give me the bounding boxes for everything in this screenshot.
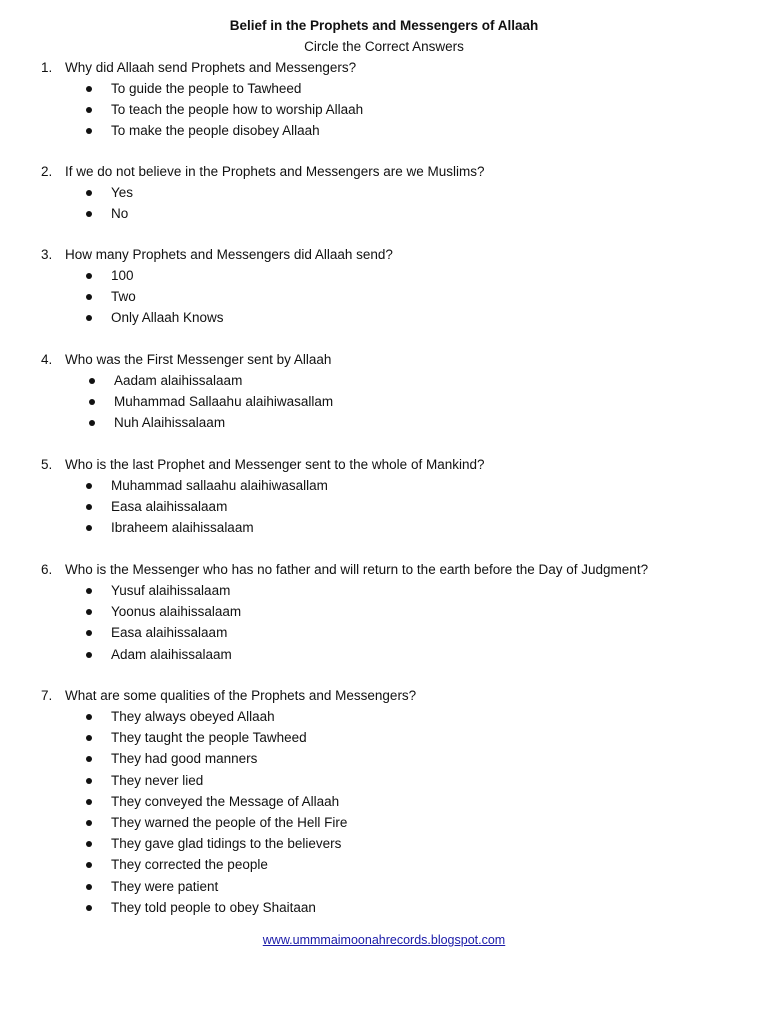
bullet-icon <box>86 525 92 531</box>
answer-option[interactable] <box>0 855 768 875</box>
bullet-icon <box>86 128 92 134</box>
answer-option[interactable] <box>0 518 768 538</box>
bullet-icon <box>86 862 92 868</box>
bullet-icon <box>86 756 92 762</box>
bullet-icon <box>86 483 92 489</box>
question-text: Who is the last Prophet and Messenger sent to the whole of Mankind? <box>65 457 485 472</box>
answer-option-label: To make the people disobey Allaah <box>111 123 320 138</box>
answer-option-label: They taught the people Tawheed <box>111 730 307 745</box>
bullet-icon <box>86 820 92 826</box>
question-text: Why did Allaah send Prophets and Messengers? <box>65 60 357 75</box>
bullet-icon <box>86 884 92 890</box>
answer-option[interactable] <box>0 771 768 791</box>
bullet-icon <box>86 630 92 636</box>
bullet-icon <box>86 735 92 741</box>
bullet-icon <box>89 420 95 426</box>
answer-option[interactable] <box>0 497 768 517</box>
answer-option[interactable] <box>0 602 768 622</box>
answer-option[interactable] <box>0 183 768 203</box>
bullet-icon <box>86 273 92 279</box>
bullet-icon <box>86 714 92 720</box>
answer-option[interactable] <box>0 204 768 224</box>
answer-option[interactable] <box>0 834 768 854</box>
question-number: 2. <box>41 164 53 179</box>
answer-option[interactable] <box>0 813 768 833</box>
answer-option[interactable] <box>0 121 768 141</box>
question-number: 4. <box>41 352 53 367</box>
answer-option-label: Muhammad sallaahu alaihiwasallam <box>111 478 328 493</box>
bullet-icon <box>86 107 92 113</box>
bullet-icon <box>86 652 92 658</box>
answer-option[interactable] <box>0 645 768 665</box>
answer-option[interactable] <box>0 100 768 120</box>
answer-option-label: Two <box>111 289 136 304</box>
bullet-icon <box>86 504 92 510</box>
answer-option[interactable] <box>0 476 768 496</box>
answer-option-label: Easa alaihissalaam <box>111 625 228 640</box>
answer-option-label: They warned the people of the Hell Fire <box>111 815 348 830</box>
answer-option-label: 100 <box>111 268 134 283</box>
page-subtitle: Circle the Correct Answers <box>304 39 464 54</box>
question-text: Who is the Messenger who has no father and will return to the earth before the Day of Judgment? <box>65 562 649 577</box>
answer-option-label: They conveyed the Message of Allaah <box>111 794 340 809</box>
answer-option[interactable] <box>0 392 768 412</box>
answer-option[interactable] <box>0 287 768 307</box>
bullet-icon <box>86 799 92 805</box>
answer-option-label: They were patient <box>111 879 219 894</box>
question-number: 6. <box>41 562 53 577</box>
answer-option-label: They always obeyed Allaah <box>111 709 275 724</box>
bullet-icon <box>86 294 92 300</box>
answer-option-label: Yes <box>111 185 134 200</box>
answer-option-label: They never lied <box>111 773 204 788</box>
bullet-icon <box>86 588 92 594</box>
page-title: Belief in the Prophets and Messengers of Allaah <box>229 18 539 33</box>
question-text: Who was the First Messenger sent by Allaah <box>65 352 332 367</box>
answer-option-label: They had good manners <box>111 751 258 766</box>
question-text: How many Prophets and Messengers did Allaah send? <box>65 247 393 262</box>
footer-link[interactable]: www.ummmaimoonahrecords.blogspot.com <box>262 933 506 947</box>
answer-option-label: No <box>111 206 129 221</box>
bullet-icon <box>86 841 92 847</box>
question-text: What are some qualities of the Prophets and Messengers? <box>65 688 417 703</box>
bullet-icon <box>86 778 92 784</box>
bullet-icon <box>89 399 95 405</box>
answer-option[interactable] <box>0 581 768 601</box>
bullet-icon <box>89 378 95 384</box>
answer-option[interactable] <box>0 623 768 643</box>
question-text: If we do not believe in the Prophets and Messengers are we Muslims? <box>65 164 485 179</box>
answer-option-label: Only Allaah Knows <box>111 310 224 325</box>
answer-option-label: To teach the people how to worship Allaah <box>111 102 364 117</box>
answer-option-label: They told people to obey Shaitaan <box>111 900 316 915</box>
answer-option-label: Yoonus alaihissalaam <box>111 604 242 619</box>
answer-option-label: They corrected the people <box>111 857 268 872</box>
answer-option-label: Muhammad Sallaahu alaihiwasallam <box>114 394 334 409</box>
answer-option-label: Easa alaihissalaam <box>111 499 228 514</box>
answer-option[interactable] <box>0 266 768 286</box>
question-number: 5. <box>41 457 53 472</box>
answer-option-label: Adam alaihissalaam <box>111 647 232 662</box>
question-number: 7. <box>41 688 53 703</box>
answer-option-label: Nuh Alaihissalaam <box>114 415 226 430</box>
bullet-icon <box>86 315 92 321</box>
question-number: 1. <box>41 60 53 75</box>
answer-option-label: To guide the people to Tawheed <box>111 81 302 96</box>
answer-option[interactable] <box>0 707 768 727</box>
answer-option[interactable] <box>0 79 768 99</box>
answer-option[interactable] <box>0 371 768 391</box>
answer-option[interactable] <box>0 308 768 328</box>
bullet-icon <box>86 211 92 217</box>
answer-option[interactable] <box>0 749 768 769</box>
question-number: 3. <box>41 247 53 262</box>
answer-option[interactable] <box>0 413 768 433</box>
answer-option-label: Yusuf alaihissalaam <box>111 583 231 598</box>
answer-option[interactable] <box>0 877 768 897</box>
bullet-icon <box>86 190 92 196</box>
bullet-icon <box>86 609 92 615</box>
answer-option-label: Aadam alaihissalaam <box>114 373 243 388</box>
bullet-icon <box>86 905 92 911</box>
answer-option-label: Ibraheem alaihissalaam <box>111 520 254 535</box>
answer-option[interactable] <box>0 898 768 918</box>
answer-option-label: They gave glad tidings to the believers <box>111 836 342 851</box>
answer-option[interactable] <box>0 728 768 748</box>
bullet-icon <box>86 86 92 92</box>
answer-option[interactable] <box>0 792 768 812</box>
